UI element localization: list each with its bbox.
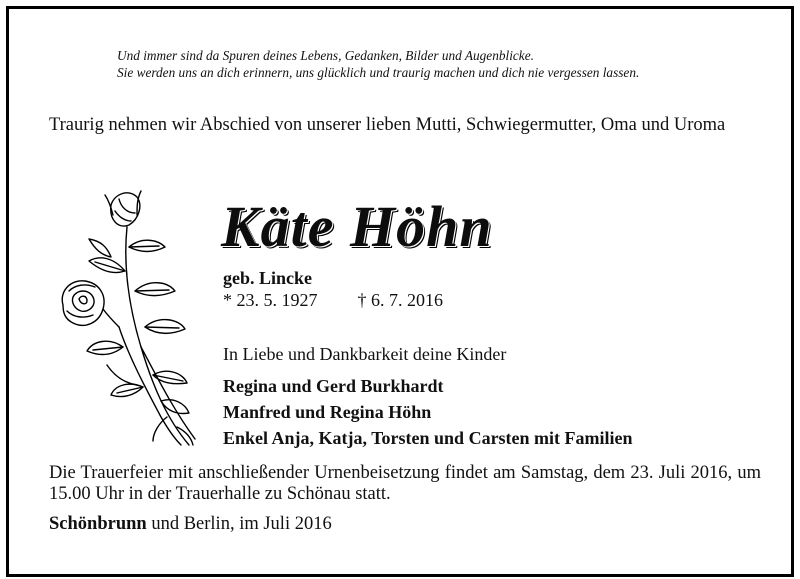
mourner-line: Manfred und Regina Höhn — [223, 402, 432, 422]
mourners-list — [223, 373, 633, 451]
life-dates — [223, 289, 443, 311]
place-date-line — [49, 513, 332, 535]
intro-text: Traurig nehmen wir Abschied von unserer lieben Mutti, Schwiegermutter, Oma und Uroma — [49, 115, 726, 135]
place-rest: und Berlin, im Juli 2016 — [146, 514, 332, 534]
deceased-name: Käte Höhn — [221, 194, 493, 259]
thanks-line: In Liebe und Dankbarkeit deine Kinder — [223, 344, 507, 364]
birth-name: geb. Lincke — [223, 268, 313, 288]
service-notice: Die Trauerfeier mit anschließender Urnenbeisetzung findet am Samstag, dem 23. Juli 2016, um 15.00 Uhr in der Trauerhalle zu Schönau statt. — [49, 463, 761, 504]
motto-line-1: Und immer sind da Spuren deines Lebens, Gedanken, Bilder und Augenblicke. — [117, 48, 534, 63]
obituary-card — [6, 6, 794, 577]
mourner-line: Enkel Anja, Katja, Torsten und Carsten mit Familien — [223, 428, 633, 448]
motto-line-2: Sie werden uns an dich erinnern, uns glücklich und traurig machen und dich nie vergessen lassen. — [117, 65, 640, 80]
birth-date: * 23. 5. 1927 — [223, 290, 318, 310]
rose-branch-illustration — [49, 187, 209, 449]
motto-quote — [117, 47, 777, 81]
place-town: Schönbrunn — [49, 514, 147, 534]
death-date: † 6. 7. 2016 — [357, 290, 443, 310]
mourner-line: Regina und Gerd Burkhardt — [223, 376, 444, 396]
